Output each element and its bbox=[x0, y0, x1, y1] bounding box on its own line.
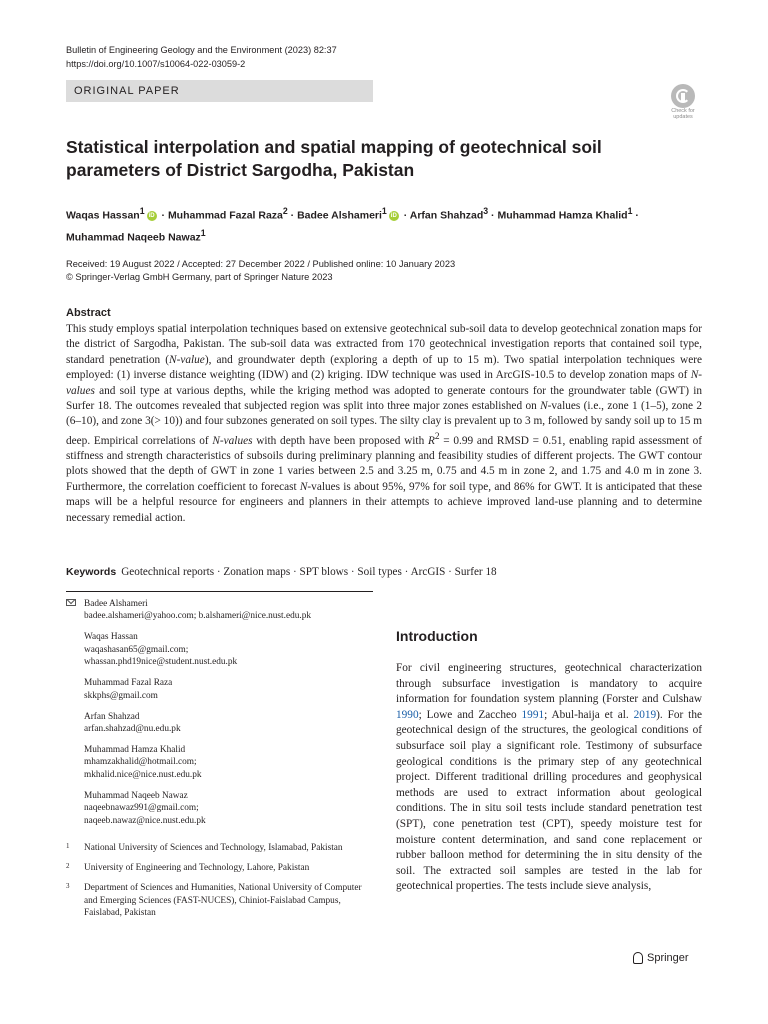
contact-name: Badee Alshameri bbox=[84, 599, 148, 609]
author-name: · Arfan Shahzad bbox=[400, 209, 484, 222]
keywords-label: Keywords bbox=[66, 566, 117, 578]
author-affil-sup: 1 bbox=[200, 227, 206, 238]
abstract-segment: ), and groundwater depth (exploring a depth of up to 15 m). Two spatial interpolation techniques were employed: (1) inverse distance weighting (IDW) and (2) kriging. IDW technique was used in ArcGIS-10.5 to develop zonation maps of bbox=[66, 353, 702, 382]
abstract-segment: and soil type at various depths, while the kriging method was adopted to generate contours for the groundwater table (GWT) in Surfer 18. The outcomes revealed that subjected region was split into three major zones established on bbox=[66, 384, 702, 413]
article-type-label: ORIGINAL PAPER bbox=[74, 85, 180, 97]
contact-email[interactable]: waqashasan65@gmail.com; bbox=[84, 644, 189, 655]
check-updates-line1: Check for bbox=[671, 108, 695, 114]
citation-link[interactable]: 1990 bbox=[396, 708, 419, 721]
citation-link[interactable]: 2019 bbox=[633, 708, 657, 721]
received-accepted-published: Received: 19 August 2022 / Accepted: 27 December 2022 / Published online: 10 January 2023 bbox=[66, 259, 456, 269]
abstract-text bbox=[66, 322, 702, 526]
contact-email[interactable]: arfan.shahzad@nu.edu.pk bbox=[84, 724, 181, 735]
contact-email[interactable]: naqeeb.nawaz@nice.nust.edu.pk bbox=[84, 815, 206, 826]
affiliation-entry bbox=[66, 882, 366, 919]
intro-segment: ). For the geotechnical design of the structures, the geological conditions of subsurface soil play a significant role. Testimony of subsurface geological conditions is the primary step of any geotechnical project. Different traditional drilling procedures and geophysical methods are used to extract information about geological conditions. The in situ soil tests include standard penetration test (SPT), cone penetration test (CPT), speedy moisture test for moisture content determination, and sand cone replacement or rubber balloon method for determining the in situ density of the soil. The extracted soil samples are tested in the lab for geotechnical properties. The tests include sieve analysis, bbox=[396, 708, 702, 893]
affiliation-entry bbox=[66, 862, 366, 874]
publication-dates bbox=[66, 258, 455, 284]
contact-entry bbox=[66, 711, 366, 736]
author-list bbox=[66, 203, 726, 246]
contact-entry bbox=[66, 790, 366, 827]
journal-header bbox=[66, 43, 337, 71]
publisher-footer bbox=[633, 952, 689, 964]
author-name: · Muhammad Fazal Raza bbox=[158, 209, 283, 222]
journal-citation: Bulletin of Engineering Geology and the Environment (2023) 82:37 bbox=[66, 45, 337, 55]
contact-name: Arfan Shahzad bbox=[84, 711, 140, 722]
contact-name: Muhammad Fazal Raza bbox=[84, 678, 173, 689]
orcid-icon[interactable]: iD bbox=[148, 212, 155, 219]
contact-entry bbox=[66, 598, 366, 623]
abstract-italic: N-values bbox=[212, 434, 253, 447]
abstract-italic: N-value bbox=[169, 353, 205, 366]
contact-name: Muhammad Hamza Khalid bbox=[84, 745, 186, 756]
doi-link[interactable]: https://doi.org/10.1007/s10064-022-03059-2 bbox=[66, 59, 246, 69]
author-affil-sup: 1 bbox=[381, 206, 387, 216]
affiliation-number: 2 bbox=[66, 862, 70, 871]
check-updates-line2: updates bbox=[673, 114, 693, 120]
abstract-italic: N bbox=[299, 480, 308, 493]
affiliation-number: 1 bbox=[66, 841, 70, 850]
introduction-heading: Introduction bbox=[396, 628, 478, 644]
author-name: Muhammad Naqeeb Nawaz bbox=[66, 231, 201, 243]
abstract-segment: -values is about 95%, 97% for soil type, and 86% for GWT. It is anticipated that these maps will be a helpful resource for engineers and planners in their attempts to achieve improved land-use planning and to determine necessary remedial action. bbox=[66, 480, 702, 524]
keywords-list: Geotechnical reports · Zonation maps · SPT blows · Soil types · ArcGIS · Surfer 18 bbox=[121, 566, 497, 578]
publisher-name: Springer bbox=[647, 952, 689, 964]
contact-email[interactable]: mhamzakhalid@hotmail.com; bbox=[84, 757, 197, 768]
author-name: · Muhammad Hamza Khalid bbox=[488, 209, 628, 222]
author-affil-sup: 1 bbox=[139, 206, 145, 216]
abstract-segment: -values (i.e., zone 1 (1–5), zone 2 (6–10), and zone 3(> 10)) and four subzones generated on soil types. The silty clay is prevalent up to 3 m, followed by sandy soil up to 15 m deep. Empirical correlations of bbox=[66, 400, 702, 447]
abstract-heading: Abstract bbox=[66, 307, 111, 319]
affiliation-text: National University of Sciences and Technology, Islamabad, Pakistan bbox=[84, 842, 343, 853]
article-type-banner bbox=[66, 80, 373, 102]
author-affil-sup: 3 bbox=[483, 206, 489, 216]
introduction-text bbox=[396, 661, 702, 895]
intro-segment: ; Lowe and Zaccheo bbox=[418, 708, 522, 721]
paper-title: Statistical interpolation and spatial mapping of geotechnical soil parameters of District Sargodha, Pakistan bbox=[66, 137, 602, 180]
contact-email[interactable]: mkhalid.nice@nice.nust.edu.pk bbox=[84, 769, 202, 780]
abstract-superscript: 2 bbox=[434, 431, 440, 442]
contact-entry bbox=[66, 631, 366, 668]
contact-email[interactable]: badee.alshameri@yahoo.com; b.alshameri@nice.nust.edu.pk bbox=[84, 611, 312, 622]
abstract-italic: R bbox=[427, 434, 435, 447]
abstract-segment: with depth have been proposed with bbox=[252, 434, 428, 447]
contact-email[interactable]: naqeebnawaz991@gmail.com; bbox=[84, 803, 199, 814]
contact-email[interactable]: whassan.phd19nice@student.nust.edu.pk bbox=[84, 657, 238, 668]
contact-name: Muhammad Naqeeb Nawaz bbox=[84, 790, 188, 801]
abstract-italic: N bbox=[540, 400, 548, 413]
footnote-divider bbox=[66, 591, 373, 592]
citation-link[interactable]: 1991 bbox=[521, 708, 545, 721]
affiliation-entry bbox=[66, 842, 366, 854]
check-for-updates-badge[interactable] bbox=[663, 84, 703, 124]
abstract-italic: N-values bbox=[66, 369, 702, 397]
check-updates-icon bbox=[671, 84, 695, 108]
author-separator: · bbox=[632, 209, 639, 222]
contact-name: Waqas Hassan bbox=[84, 632, 138, 643]
author-affil-sup: 2 bbox=[282, 206, 288, 216]
copyright-line: © Springer-Verlag GmbH Germany, part of Springer Nature 2023 bbox=[66, 272, 333, 282]
intro-segment: ; Abul-haija et al. bbox=[544, 708, 634, 721]
abstract-segment: This study employs spatial interpolation techniques based on extensive geotechnical sub-soil data to develop geotechnical zonation maps for the district of Sargodha, Pakistan. The sub-soil data was extracted from 170 geotechnical investigation reports that contained soil type, standard penetration ( bbox=[66, 323, 702, 366]
correspondence-block bbox=[66, 598, 366, 928]
orcid-icon[interactable]: iD bbox=[390, 212, 397, 219]
affiliation-text: University of Engineering and Technology, Lahore, Pakistan bbox=[84, 863, 310, 874]
springer-logo-icon bbox=[633, 952, 643, 964]
intro-segment: For civil engineering structures, geotechnical characterization through subsurface investigation is mandatory to acquire information for foundation system planning (Forster and Culshaw bbox=[396, 662, 702, 706]
contact-entry bbox=[66, 744, 366, 781]
author-name: Waqas Hassan bbox=[66, 209, 140, 222]
contact-email[interactable]: skkphs@gmail.com bbox=[84, 690, 158, 701]
author-name: · Badee Alshameri bbox=[287, 209, 382, 222]
contact-entry bbox=[66, 677, 366, 702]
affiliation-text: Department of Sciences and Humanities, National University of Computer and Emerging Sciences (FAST-NUCES), Chiniot-Faislabad Campus, Faislabad, Pakistan bbox=[84, 883, 362, 919]
keywords-line bbox=[66, 566, 702, 578]
abstract-segment: = 0.99 and RMSD = 0.51, enabling rapid assessment of stiffness and strength characteristics of subsoils during preliminary planning and feasibility studies of different projects. The GWT contour plots showed that the depth of GWT in zone 1 varies between 2.5 and 3.25 m, 0.75 and 4.5 m in zone 2, and 1.75 and 4.0 m in zone 3. Furthermore, the correlation coefficient to forecast bbox=[66, 434, 702, 493]
author-affil-sup: 1 bbox=[627, 206, 633, 216]
envelope-icon bbox=[66, 599, 76, 606]
affiliation-number: 3 bbox=[66, 882, 70, 891]
